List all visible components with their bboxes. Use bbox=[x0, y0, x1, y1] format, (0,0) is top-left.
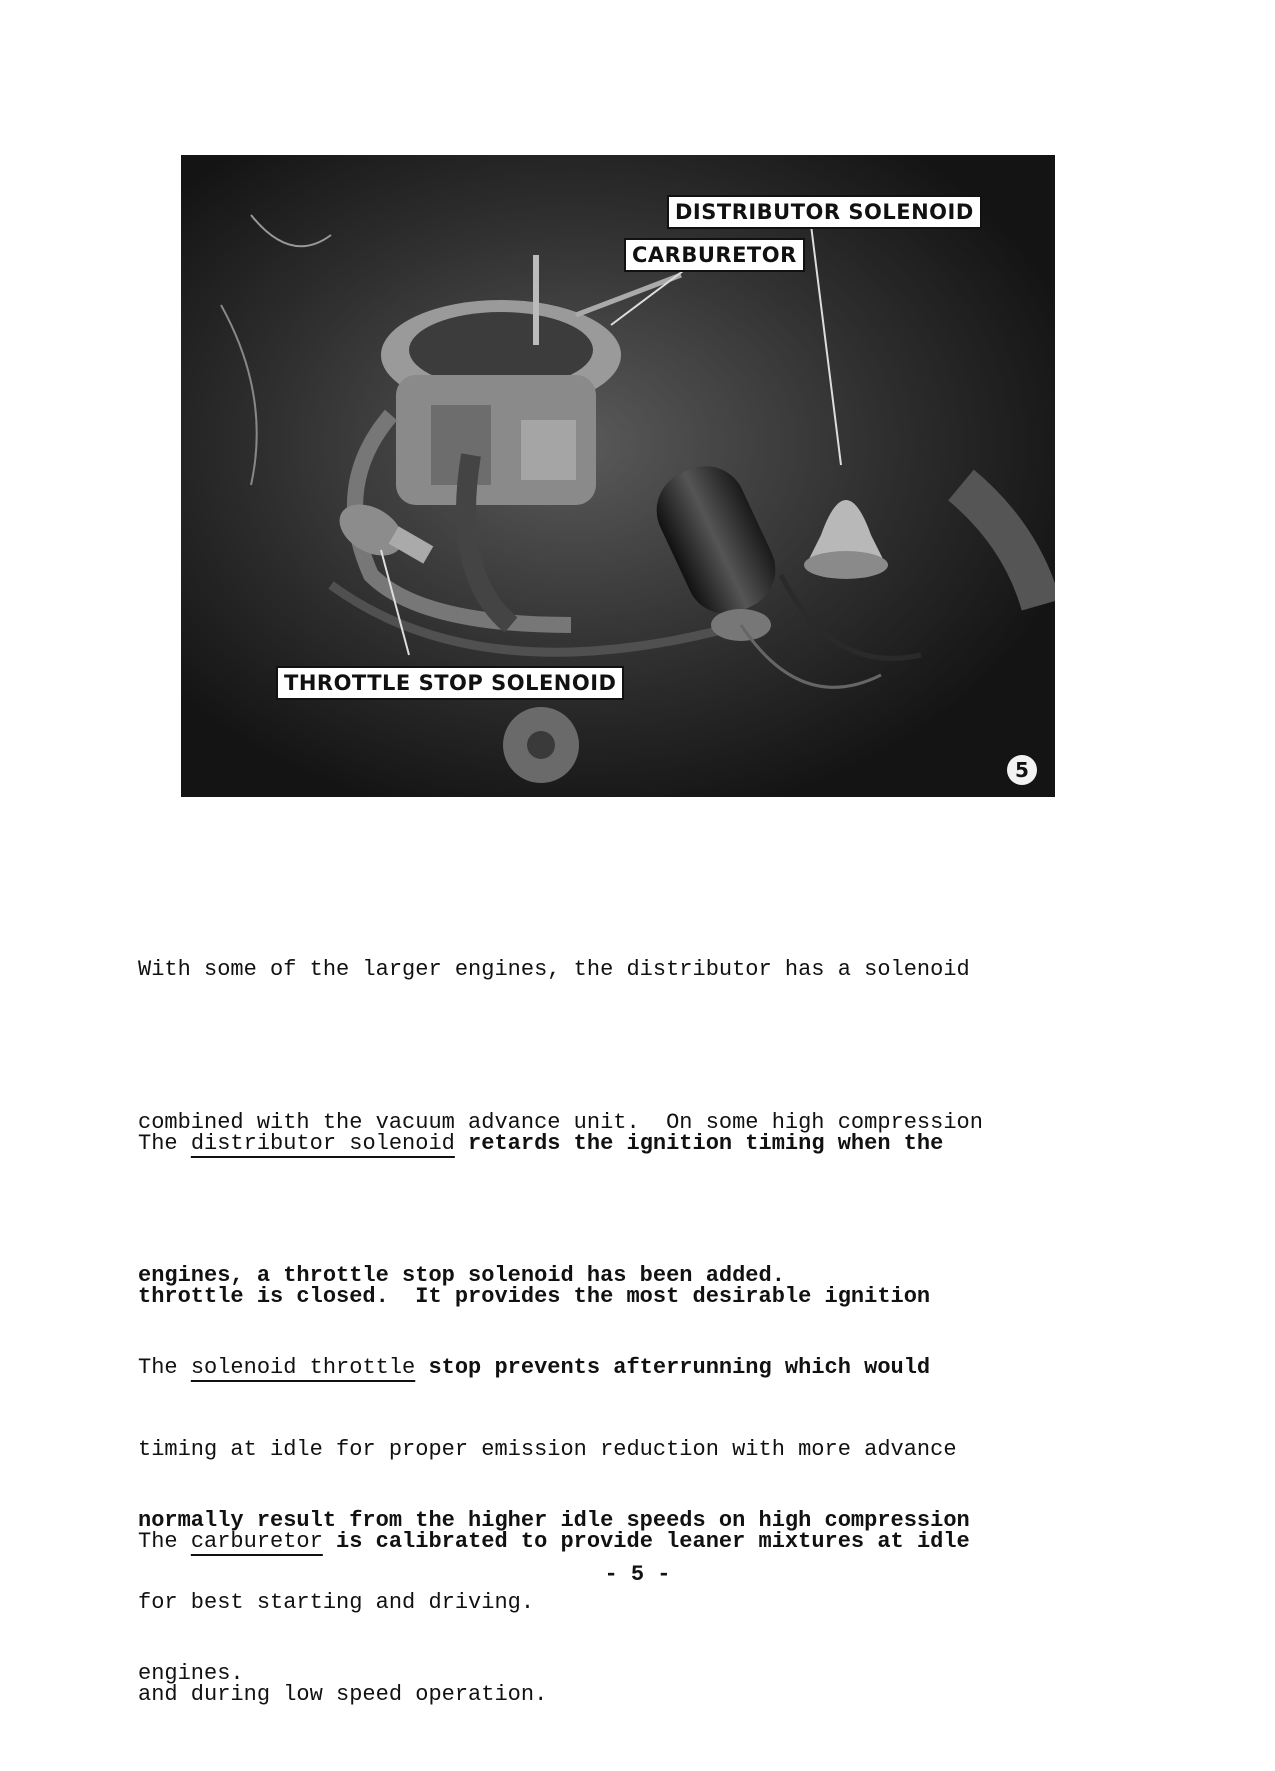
text-line: timing at idle for proper emission reduction with more advance bbox=[138, 1437, 957, 1462]
text-lead: The bbox=[138, 1131, 191, 1156]
carburetor-label: CARBURETOR bbox=[624, 238, 805, 272]
text-line: combined with the vacuum advance unit. On some high compression bbox=[138, 1110, 983, 1135]
text-line: engines, a throttle stop solenoid has been added. bbox=[138, 1263, 785, 1288]
paragraph-carburetor bbox=[138, 1414, 1138, 1771]
term-carburetor: carburetor bbox=[190, 1529, 323, 1554]
text-line: normally result from the higher idle speeds on high compression bbox=[138, 1508, 970, 1533]
text-rest: stop prevents afterrunning which would bbox=[415, 1355, 931, 1380]
text-line: and during low speed operation. bbox=[138, 1682, 548, 1707]
text-rest: retards the ignition timing when the bbox=[454, 1131, 944, 1156]
engine-illustration bbox=[181, 155, 1055, 797]
throttle-stop-solenoid-label: THROTTLE STOP SOLENOID bbox=[276, 666, 624, 700]
text-line bbox=[138, 1516, 1138, 1567]
term-solenoid-throttle: solenoid throttle bbox=[190, 1355, 416, 1380]
text-line: With some of the larger engines, the distributor has a solenoid bbox=[138, 957, 970, 982]
text-line bbox=[138, 1342, 1138, 1393]
term-distributor-solenoid: distributor solenoid bbox=[190, 1131, 455, 1156]
text-rest: is calibrated to provide leaner mixtures at idle bbox=[322, 1529, 970, 1554]
text-lead: The bbox=[138, 1529, 191, 1554]
text-line bbox=[138, 1118, 1138, 1169]
text-lead: The bbox=[138, 1355, 191, 1380]
figure-number-badge: 5 bbox=[1007, 755, 1037, 785]
text-line: for best starting and driving. bbox=[138, 1590, 535, 1615]
distributor-solenoid-label: DISTRIBUTOR SOLENOID bbox=[667, 195, 982, 229]
page-number: - 5 - bbox=[604, 1562, 671, 1587]
text-line: engines. bbox=[138, 1661, 244, 1686]
engine-photo bbox=[181, 155, 1055, 797]
text-line: throttle is closed. It provides the most desirable ignition bbox=[138, 1284, 931, 1309]
